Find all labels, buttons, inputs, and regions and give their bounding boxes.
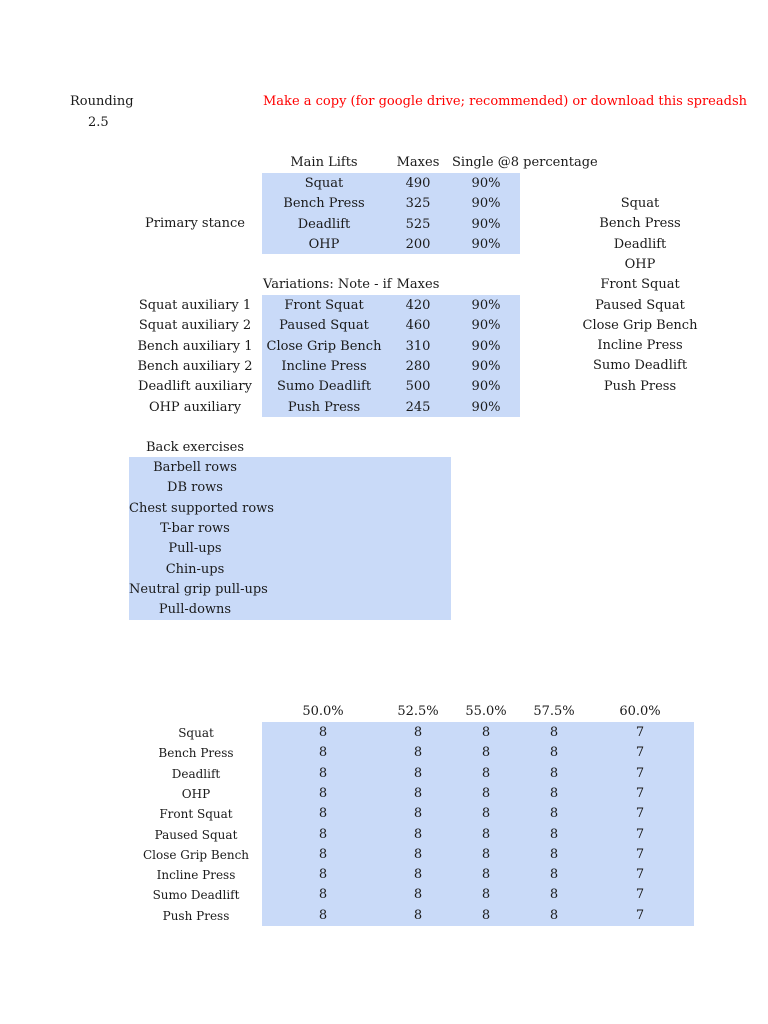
back-exercise-item[interactable]: Chest supported rows bbox=[129, 500, 274, 516]
variation-max[interactable]: 500 bbox=[405, 379, 431, 395]
reps-row-label: Sumo Deadlift bbox=[152, 888, 240, 903]
right-list-item: Push Press bbox=[603, 378, 677, 394]
reps-column-header: 60.0% bbox=[619, 704, 661, 719]
variations-maxes-header: Maxes bbox=[396, 277, 440, 292]
back-exercise-item[interactable]: Neutral grip pull-ups bbox=[129, 581, 268, 597]
variation-name[interactable]: Push Press bbox=[287, 399, 361, 415]
right-list-item: Incline Press bbox=[597, 338, 683, 354]
right-list-item: Close Grip Bench bbox=[582, 317, 698, 333]
variation-max[interactable]: 280 bbox=[405, 358, 431, 374]
reps-cell[interactable]: 8 bbox=[481, 745, 491, 761]
reps-cell[interactable]: 8 bbox=[481, 907, 491, 923]
reps-cell[interactable]: 8 bbox=[549, 785, 559, 801]
reps-row-label: Squat bbox=[178, 726, 214, 740]
reps-row-label: Push Press bbox=[162, 908, 230, 923]
variation-name[interactable]: Paused Squat bbox=[279, 318, 369, 334]
back-exercise-item[interactable]: Chin-ups bbox=[165, 561, 225, 577]
main-lift-max[interactable]: 325 bbox=[405, 196, 431, 212]
main-lift-max[interactable]: 200 bbox=[405, 236, 431, 252]
variation-max[interactable]: 310 bbox=[405, 338, 431, 354]
back-exercise-item[interactable]: DB rows bbox=[167, 480, 223, 496]
reps-cell[interactable]: 7 bbox=[635, 806, 645, 822]
reps-column-header: 52.5% bbox=[397, 704, 439, 719]
right-list-item: Front Squat bbox=[600, 277, 680, 293]
reps-row-label: Front Squat bbox=[159, 807, 233, 822]
variation-label: OHP auxiliary bbox=[148, 399, 242, 415]
reps-cell[interactable]: 8 bbox=[549, 867, 559, 883]
reps-cell[interactable]: 8 bbox=[481, 846, 491, 862]
reps-cell[interactable]: 8 bbox=[318, 867, 328, 883]
reps-cell[interactable]: 8 bbox=[549, 806, 559, 822]
reps-cell[interactable]: 8 bbox=[318, 765, 328, 781]
reps-cell[interactable]: 8 bbox=[413, 765, 423, 781]
main-lifts-header: Main Lifts bbox=[290, 155, 358, 170]
right-list-item: OHP bbox=[624, 256, 656, 272]
variations-header: Variations: Note - if bbox=[263, 277, 392, 292]
right-list-item: Paused Squat bbox=[595, 297, 685, 313]
primary-stance-label: Primary stance bbox=[145, 216, 245, 231]
reps-cell[interactable]: 8 bbox=[481, 725, 491, 740]
reps-cell[interactable]: 8 bbox=[413, 907, 423, 923]
main-lift-max[interactable]: 525 bbox=[405, 216, 431, 232]
reps-cell[interactable]: 8 bbox=[318, 907, 328, 923]
reps-cell[interactable]: 7 bbox=[635, 785, 645, 801]
right-list-item: Deadlift bbox=[613, 236, 667, 252]
main-lift-pct[interactable]: 90% bbox=[471, 236, 501, 252]
variation-pct[interactable]: 90% bbox=[471, 318, 501, 334]
variation-pct[interactable]: 90% bbox=[471, 358, 501, 374]
reps-cell[interactable]: 8 bbox=[318, 806, 328, 822]
main-lifts-pct-header: Single @8 percentage bbox=[452, 155, 598, 170]
variation-label: Deadlift auxiliary bbox=[138, 379, 252, 395]
reps-row-label: Incline Press bbox=[156, 868, 236, 883]
variation-max[interactable]: 420 bbox=[405, 298, 431, 313]
reps-column-header: 57.5% bbox=[533, 704, 575, 719]
reps-cell[interactable]: 8 bbox=[549, 907, 559, 923]
reps-cell[interactable]: 7 bbox=[635, 745, 645, 761]
reps-cell[interactable]: 7 bbox=[635, 826, 645, 842]
reps-cell[interactable]: 8 bbox=[413, 806, 423, 822]
variation-pct[interactable]: 90% bbox=[471, 298, 501, 313]
variation-label: Bench auxiliary 1 bbox=[137, 338, 253, 354]
back-exercises-header: Back exercises bbox=[145, 440, 244, 455]
variation-name[interactable]: Close Grip Bench bbox=[266, 338, 382, 354]
variation-name[interactable]: Sumo Deadlift bbox=[276, 379, 372, 395]
reps-cell[interactable]: 8 bbox=[318, 745, 328, 761]
reps-cell[interactable]: 8 bbox=[318, 785, 328, 801]
reps-cell[interactable]: 7 bbox=[635, 725, 645, 740]
back-exercise-item[interactable]: Pull-downs bbox=[158, 602, 232, 618]
main-lift-max[interactable]: 490 bbox=[405, 176, 431, 191]
reps-cell[interactable]: 8 bbox=[413, 725, 423, 740]
main-lift-pct[interactable]: 90% bbox=[471, 216, 501, 232]
main-lift-name[interactable]: OHP bbox=[308, 236, 340, 252]
reps-row-label: OHP bbox=[181, 786, 211, 801]
variation-max[interactable]: 460 bbox=[405, 318, 431, 334]
reps-cell[interactable]: 8 bbox=[549, 745, 559, 761]
main-lift-name[interactable]: Bench Press bbox=[283, 196, 365, 212]
reps-cell[interactable]: 8 bbox=[549, 725, 559, 740]
rounding-value[interactable]: 2.5 bbox=[88, 115, 109, 130]
variation-name[interactable]: Front Squat bbox=[284, 298, 364, 313]
reps-row-label: Paused Squat bbox=[154, 827, 238, 842]
reps-cell[interactable]: 8 bbox=[549, 846, 559, 862]
variation-label: Squat auxiliary 2 bbox=[138, 318, 252, 334]
variation-pct[interactable]: 90% bbox=[471, 379, 501, 395]
reps-cell[interactable]: 8 bbox=[481, 887, 491, 903]
variation-name[interactable]: Incline Press bbox=[281, 358, 367, 374]
variation-max[interactable]: 245 bbox=[405, 399, 431, 415]
right-list-item: Squat bbox=[620, 196, 660, 211]
reps-cell[interactable]: 7 bbox=[635, 887, 645, 903]
main-lift-pct[interactable]: 90% bbox=[471, 176, 501, 191]
variation-pct[interactable]: 90% bbox=[471, 338, 501, 354]
variation-label: Bench auxiliary 2 bbox=[137, 358, 253, 374]
reps-cell[interactable]: 8 bbox=[481, 867, 491, 883]
reps-cell[interactable]: 8 bbox=[318, 887, 328, 903]
back-exercise-item[interactable]: Barbell rows bbox=[153, 460, 237, 475]
back-exercise-item[interactable]: T-bar rows bbox=[160, 520, 230, 536]
reps-cell[interactable]: 8 bbox=[413, 745, 423, 761]
reps-cell[interactable]: 8 bbox=[413, 846, 423, 862]
main-lift-pct[interactable]: 90% bbox=[471, 196, 501, 212]
reps-cell[interactable]: 8 bbox=[549, 765, 559, 781]
reps-cell[interactable]: 8 bbox=[413, 826, 423, 842]
reps-column-header: 50.0% bbox=[302, 704, 344, 719]
reps-column-header: 55.0% bbox=[465, 704, 507, 719]
reps-cell[interactable]: 8 bbox=[318, 846, 328, 862]
back-exercise-item[interactable]: Pull-ups bbox=[168, 541, 222, 557]
reps-cell[interactable]: 7 bbox=[635, 765, 645, 781]
reps-cell[interactable]: 7 bbox=[635, 907, 645, 923]
reps-row-label: Close Grip Bench bbox=[142, 847, 250, 862]
reps-cell[interactable]: 8 bbox=[413, 785, 423, 801]
main-lift-name[interactable]: Deadlift bbox=[297, 216, 351, 232]
copy-notice: Make a copy (for google drive; recommended) or download this spreadsh bbox=[263, 94, 747, 109]
right-list-item: Sumo Deadlift bbox=[592, 358, 688, 374]
reps-cell[interactable]: 8 bbox=[549, 887, 559, 903]
reps-cell[interactable]: 7 bbox=[635, 867, 645, 883]
reps-cell[interactable]: 8 bbox=[549, 826, 559, 842]
rounding-label: Rounding bbox=[70, 94, 134, 109]
reps-cell[interactable]: 8 bbox=[318, 826, 328, 842]
main-lifts-maxes-header: Maxes bbox=[396, 155, 440, 170]
reps-row-label: Bench Press bbox=[158, 746, 234, 761]
reps-row-label: Deadlift bbox=[171, 766, 221, 781]
variation-pct[interactable]: 90% bbox=[471, 399, 501, 415]
variation-label: Squat auxiliary 1 bbox=[138, 298, 252, 313]
main-lift-name[interactable]: Squat bbox=[304, 176, 344, 191]
reps-cell[interactable]: 8 bbox=[481, 765, 491, 781]
right-list-item: Bench Press bbox=[599, 216, 681, 232]
reps-cell[interactable]: 8 bbox=[481, 826, 491, 842]
reps-cell[interactable]: 8 bbox=[481, 785, 491, 801]
reps-cell[interactable]: 8 bbox=[413, 867, 423, 883]
reps-cell[interactable]: 8 bbox=[481, 806, 491, 822]
reps-cell[interactable]: 7 bbox=[635, 846, 645, 862]
reps-cell[interactable]: 8 bbox=[318, 725, 328, 740]
reps-cell[interactable]: 8 bbox=[413, 887, 423, 903]
